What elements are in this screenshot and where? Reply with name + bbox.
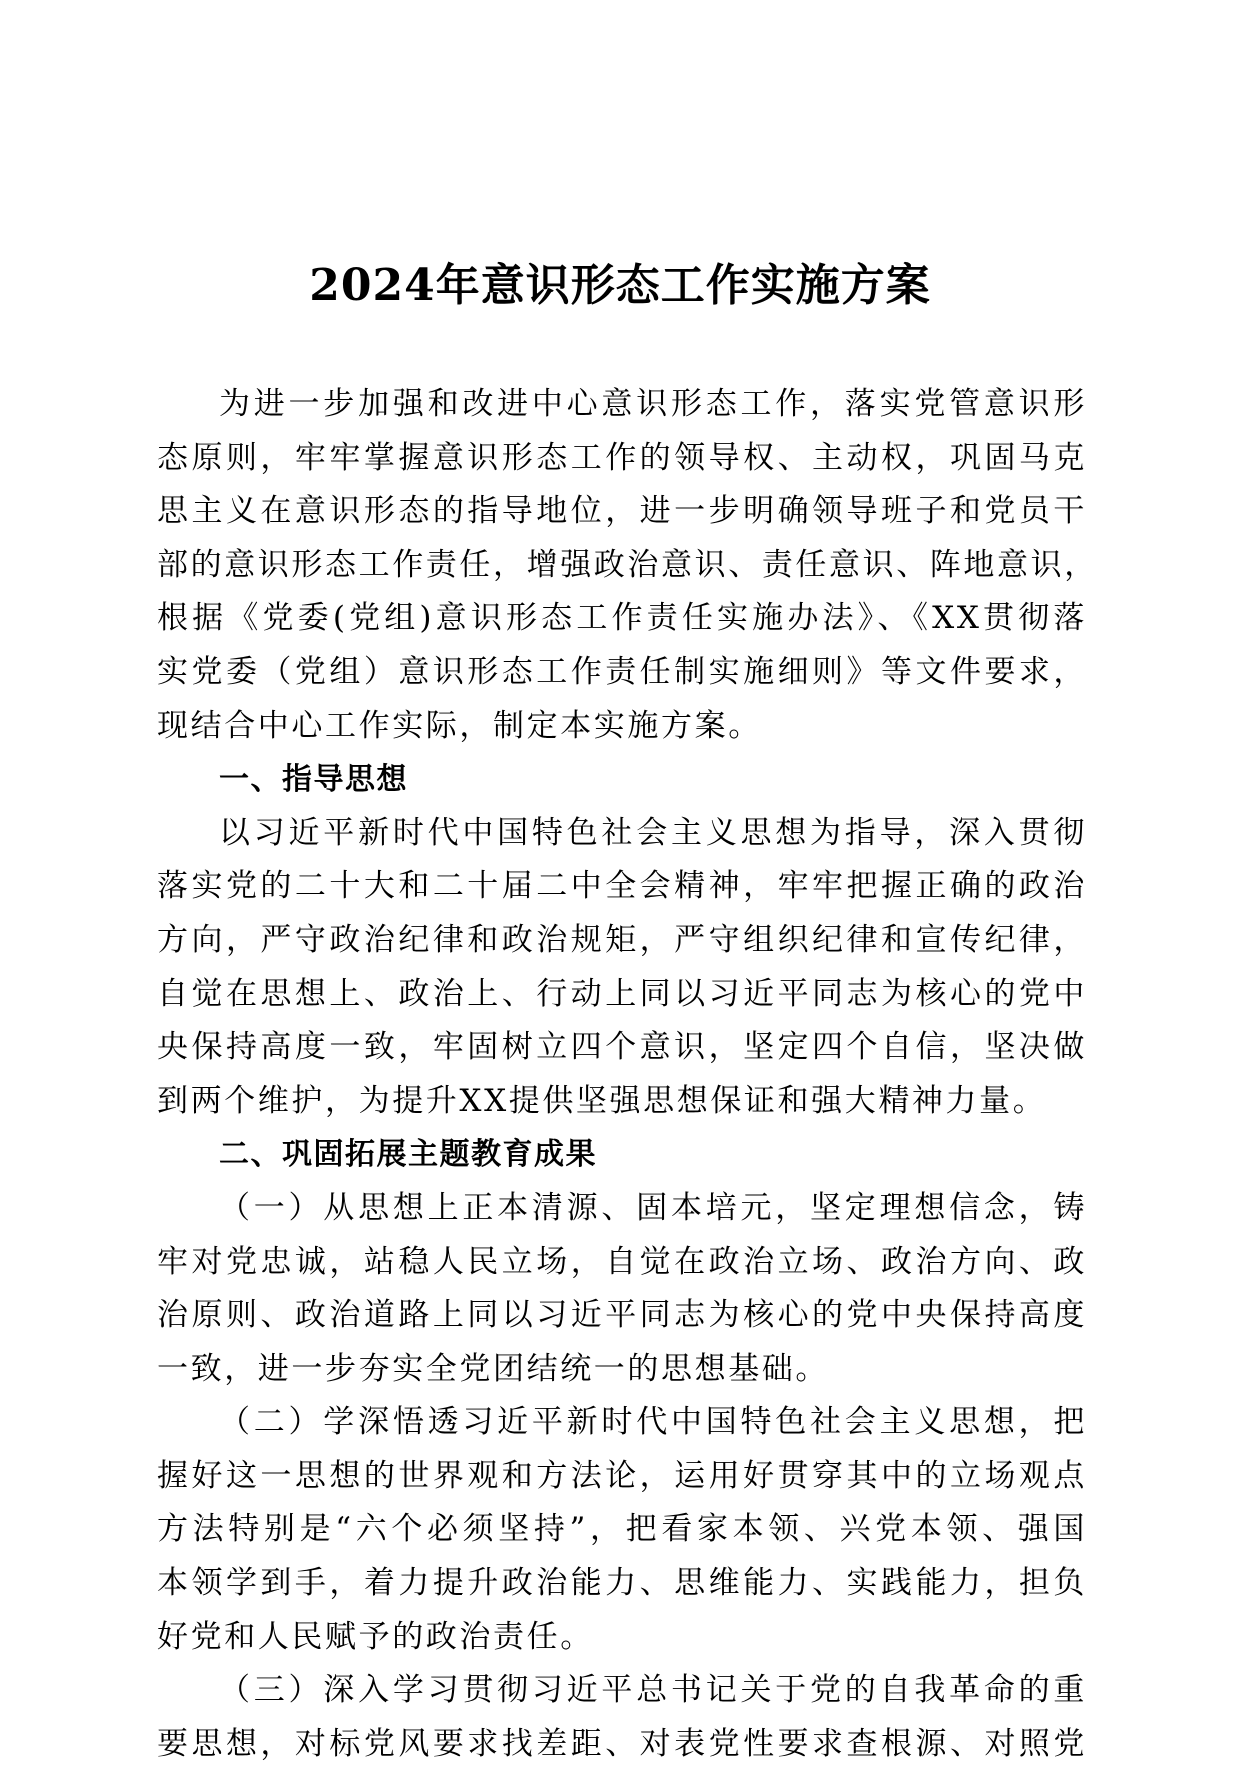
paragraph-line: 根据《党委(党组)意识形态工作责任实施办法》、《XX贯彻落 [157, 600, 1087, 637]
paragraph-line: 为进一步加强和改进中心意识形态工作，落实党管意识形 [219, 386, 1087, 422]
paragraph-line: 方法特别是“六个必须坚持”，把看家本领、兴党本领、强国 [157, 1511, 1087, 1548]
paragraph-line: 方向，严守政治纪律和政治规矩，严守组织纪律和宣传纪律， [157, 921, 1087, 958]
paragraph-line: 实党委（党组）意识形态工作责任制实施细则》等文件要求， [157, 653, 1087, 690]
paragraph-line: 治原则、政治道路上同以习近平同志为核心的党中央保持高度 [157, 1297, 1087, 1334]
paragraph-line: 好党和人民赋予的政治责任。 [157, 1618, 594, 1655]
paragraph-line: （二）学深悟透习近平新时代中国特色社会主义思想，把 [219, 1404, 1087, 1441]
paragraph-line: 握好这一思想的世界观和方法论，运用好贯穿其中的立场观点 [157, 1457, 1087, 1494]
document-body [157, 378, 1098, 1771]
paragraph-line: 央保持高度一致，牢固树立四个意识，坚定四个自信，坚决做 [157, 1029, 1087, 1066]
paragraph-line: 态原则，牢牢掌握意识形态工作的领导权、主动权，巩固马克 [157, 439, 1087, 476]
section-heading: 一、指导思想 [219, 762, 408, 798]
paragraph-line: 思主义在意识形态的指导地位，进一步明确领导班子和党员干 [157, 493, 1087, 530]
section-heading: 二、巩固拓展主题教育成果 [219, 1137, 597, 1173]
paragraph-line: （一）从思想上正本清源、固本培元，坚定理想信念，铸 [219, 1189, 1087, 1226]
paragraph-line: 部的意识形态工作责任，增强政治意识、责任意识、阵地意识， [157, 546, 1098, 583]
paragraph-line: 现结合中心工作实际，制定本实施方案。 [157, 707, 762, 744]
paragraph-line: 本领学到手，着力提升政治能力、思维能力、实践能力，担负 [157, 1565, 1087, 1602]
paragraph-line: 到两个维护，为提升XX提供坚强思想保证和强大精神力量。 [157, 1082, 1047, 1119]
paragraph-line: 一致，进一步夯实全党团结统一的思想基础。 [157, 1350, 829, 1387]
document-title: 2024年意识形态工作实施方案 [309, 260, 931, 311]
paragraph-line: 牢对党忠诚，站稳人民立场，自觉在政治立场、政治方向、政 [157, 1243, 1087, 1280]
paragraph-line: 以习近平新时代中国特色社会主义思想为指导，深入贯彻 [219, 814, 1087, 851]
paragraph-line: 落实党的二十大和二十届二中全会精神，牢牢把握正确的政治 [157, 868, 1087, 905]
paragraph-line: 要思想，对标党风要求找差距、对表党性要求查根源、对照党 [157, 1725, 1087, 1762]
paragraph-line: （三）深入学习贯彻习近平总书记关于党的自我革命的重 [219, 1672, 1087, 1709]
paragraph-line: 自觉在思想上、政治上、行动上同以习近平同志为核心的党中 [157, 975, 1087, 1012]
